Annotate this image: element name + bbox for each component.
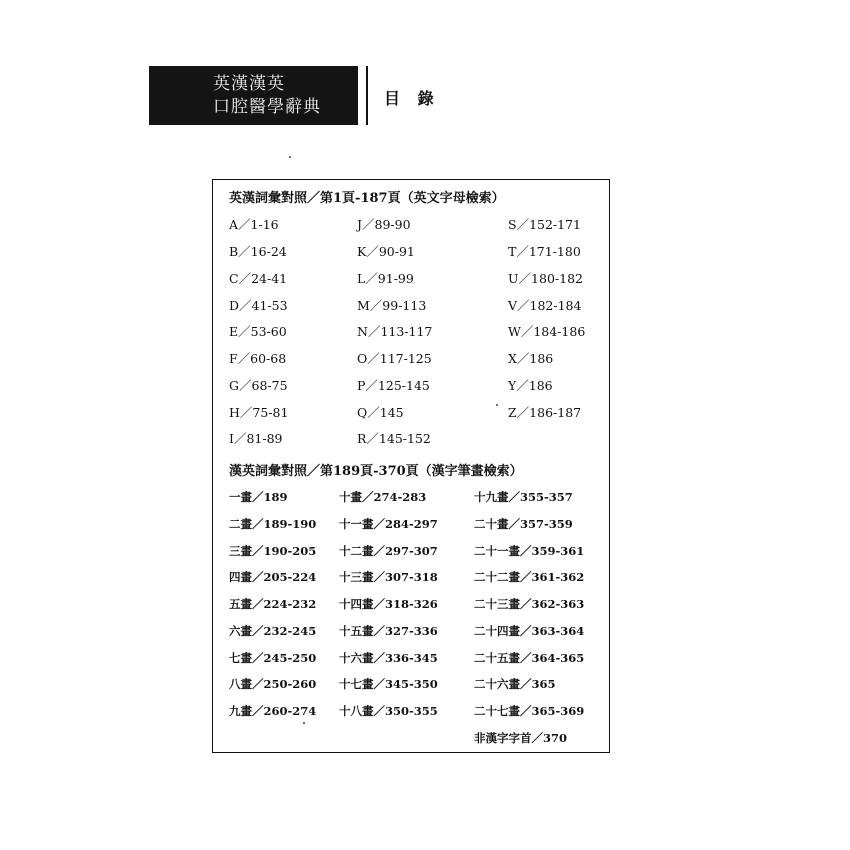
toc-entry[interactable]: 八畫／250-260 [229, 677, 317, 691]
toc-entry[interactable]: U／180-182 [508, 271, 583, 286]
toc-entry[interactable]: W／184-186 [508, 324, 586, 339]
toc-entry[interactable]: 非漢字字首／370 [474, 731, 568, 745]
book-title-banner [149, 66, 358, 125]
toc-entry[interactable]: 十九畫／355-357 [474, 490, 573, 504]
toc-entry[interactable]: 六畫／232-245 [229, 624, 317, 638]
toc-entry[interactable]: 一畫／189 [229, 490, 288, 504]
toc-entry[interactable]: 二十二畫／361-362 [474, 570, 585, 584]
toc-entry[interactable]: 九畫／260-274 [229, 704, 317, 718]
toc-entry[interactable]: 五畫／224-232 [229, 597, 317, 611]
toc-entry[interactable]: 十畫／274-283 [339, 490, 427, 504]
toc-entry[interactable]: V／182-184 [508, 298, 582, 313]
toc-entry[interactable]: 三畫／190-205 [229, 544, 317, 558]
book-title-line-2: 口腔醫學辭典 [213, 97, 321, 117]
toc-entry[interactable]: L／91-99 [357, 271, 414, 286]
toc-entry[interactable]: 七畫／245-250 [229, 651, 317, 665]
toc-entry[interactable]: H／75-81 [229, 405, 289, 420]
toc-entry[interactable]: 十三畫／307-318 [339, 570, 438, 584]
toc-entry[interactable]: K／90-91 [357, 244, 415, 259]
toc-entry[interactable]: 二十三畫／362-363 [474, 597, 585, 611]
toc-entry[interactable]: R／145-152 [357, 431, 431, 446]
toc-entry[interactable]: Q／145 [357, 405, 404, 420]
header-divider [366, 66, 368, 125]
toc-entry[interactable]: 十八畫／350-355 [339, 704, 438, 718]
toc-entry[interactable]: X／186 [508, 351, 554, 366]
toc-entry[interactable]: 二十四畫／363-364 [474, 624, 585, 638]
speck [289, 156, 291, 158]
book-title-line-1: 英漢漢英 [213, 74, 285, 94]
toc-entry[interactable]: C／24-41 [229, 271, 288, 286]
toc-entry[interactable]: 二畫／189-190 [229, 517, 317, 531]
toc-entry[interactable]: F／60-68 [229, 351, 287, 366]
toc-entry[interactable]: 二十畫／357-359 [474, 517, 573, 531]
section-title-chinese: 漢英詞彙對照／第189頁-370頁（漢字筆畫檢索） [229, 464, 523, 479]
toc-entry[interactable]: O／117-125 [357, 351, 432, 366]
toc-entry[interactable]: P／125-145 [357, 378, 430, 393]
toc-entry[interactable]: 二十一畫／359-361 [474, 544, 585, 558]
toc-entry[interactable]: S／152-171 [508, 217, 582, 232]
toc-entry[interactable]: Y／186 [508, 378, 553, 393]
toc-entry[interactable]: D／41-53 [229, 298, 288, 313]
toc-entry[interactable]: Z／186-187 [508, 405, 582, 420]
section-title-english: 英漢詞彙對照／第1頁-187頁（英文字母檢索） [229, 191, 505, 206]
toc-entry[interactable]: 十一畫／284-297 [339, 517, 438, 531]
page-title: 目 錄 [384, 89, 440, 108]
toc-entry[interactable]: 十五畫／327-336 [339, 624, 438, 638]
toc-entry[interactable]: 二十七畫／365-369 [474, 704, 585, 718]
toc-entry[interactable]: G／68-75 [229, 378, 288, 393]
toc-entry[interactable]: 十四畫／318-326 [339, 597, 438, 611]
toc-entry[interactable]: 十六畫／336-345 [339, 651, 438, 665]
toc-entry[interactable]: N／113-117 [357, 324, 433, 339]
toc-entry[interactable]: M／99-113 [357, 298, 427, 313]
toc-entry[interactable]: B／16-24 [229, 244, 287, 259]
toc-entry[interactable]: 十七畫／345-350 [339, 677, 438, 691]
toc-entry[interactable]: 四畫／205-224 [229, 570, 317, 584]
toc-entry[interactable]: T／171-180 [508, 244, 581, 259]
toc-entry[interactable]: A／1-16 [229, 217, 279, 232]
toc-entry[interactable]: 十二畫／297-307 [339, 544, 438, 558]
toc-entry[interactable]: I／81-89 [229, 431, 283, 446]
toc-entry[interactable]: 二十六畫／365 [474, 677, 556, 691]
toc-entry[interactable]: 二十五畫／364-365 [474, 651, 585, 665]
toc-entry[interactable]: J／89-90 [357, 217, 411, 232]
toc-entry[interactable]: E／53-60 [229, 324, 287, 339]
